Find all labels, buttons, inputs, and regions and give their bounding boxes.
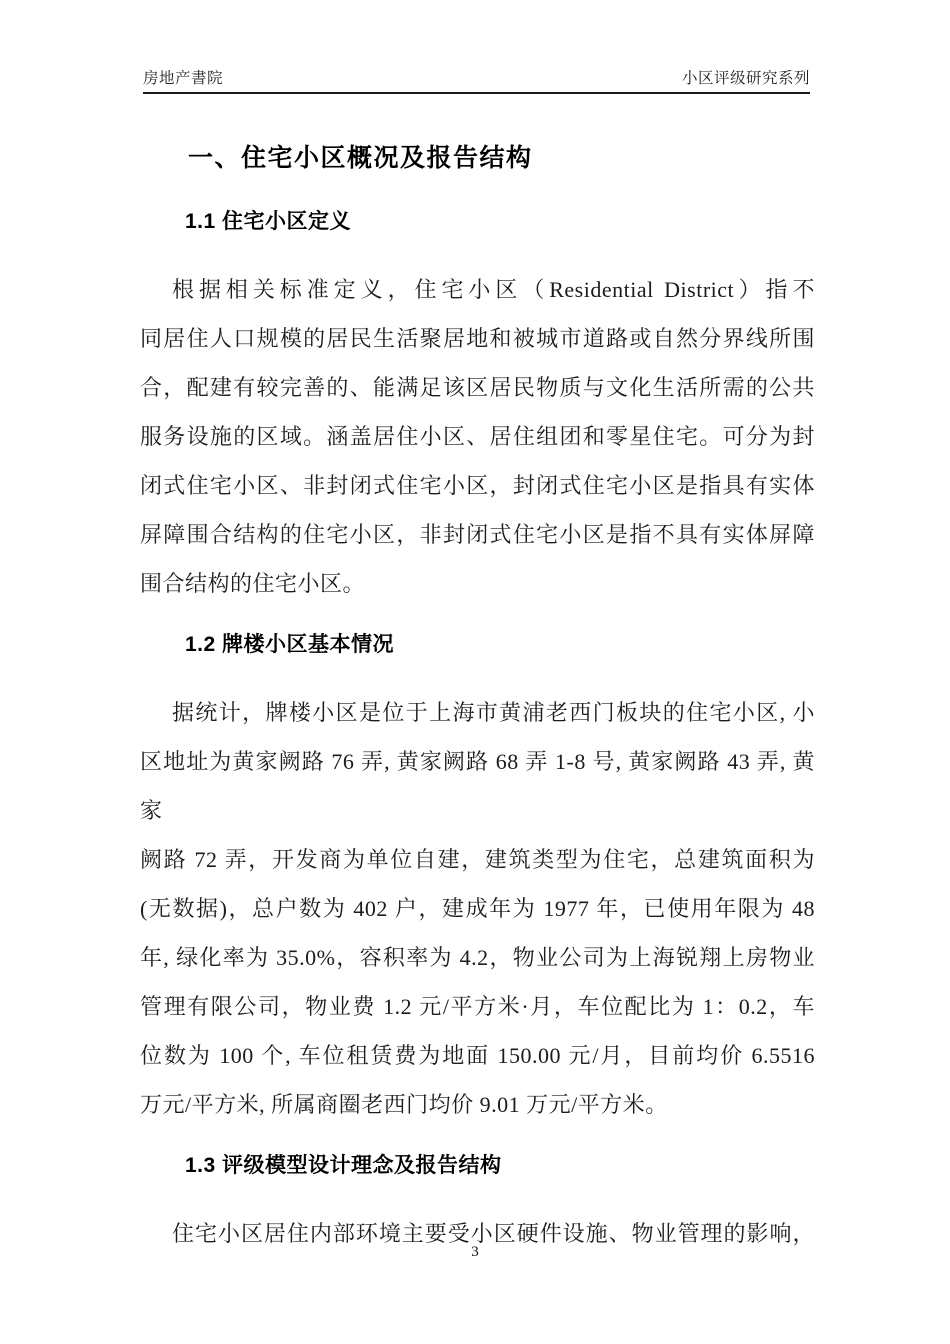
page-header [143,66,810,94]
paragraph-line: 根据相关标准定义，住宅小区（Residential District）指不 [172,277,815,302]
paragraph-line: 围合结构的住宅小区。 [140,571,366,596]
paragraph-line: 管理有限公司，物业费 1.2 元/平方米·月，车位配比为 1：0.2，车 [140,994,815,1019]
section-heading: 1.2 牌楼小区基本情况 [185,633,395,656]
document-section [140,1153,815,1258]
header-right-text: 小区评级研究系列 [681,70,810,87]
paragraph-line: 位数为 100 个, 车位租赁费为地面 150.00 元/月，目前均价 6.5516 [140,1043,815,1068]
document-section [140,632,815,1129]
paragraph [140,688,815,1129]
paragraph-line: 区地址为黄家阙路 76 弄, 黄家阙路 68 弄 1-8 号, 黄家阙路 43 弄, 黄家 [140,749,815,823]
paragraph-line: 住宅小区居住内部环境主要受小区硬件设施、物业管理的影响， [172,1221,815,1246]
paragraph-line: 据统计，牌楼小区是位于上海市黄浦老西门板块的住宅小区, 小 [172,700,815,725]
page-number: 3 [471,1244,479,1260]
paragraph-line: 闭式住宅小区、非封闭式住宅小区，封闭式住宅小区是指具有实体 [140,473,815,498]
paragraph-line: 合，配建有较完善的、能满足该区居民物质与文化生活所需的公共 [140,375,815,400]
paragraph-line: 同居住人口规模的居民生活聚居地和被城市道路或自然分界线所围 [140,326,815,351]
document-title: 一、住宅小区概况及报告结构 [188,144,533,172]
sections-container [140,209,815,1258]
paragraph-line: 服务设施的区域。涵盖居住小区、居住组团和零星住宅。可分为封 [140,424,815,449]
section-heading: 1.3 评级模型设计理念及报告结构 [185,1154,502,1177]
section-heading: 1.1 住宅小区定义 [185,210,352,233]
paragraph-line: 屏障围合结构的住宅小区，非封闭式住宅小区是指不具有实体屏障 [140,522,815,547]
document-content [140,143,815,1258]
header-left-text: 房地产書院 [143,70,224,87]
paragraph-line: 万元/平方米, 所属商圈老西门均价 9.01 万元/平方米。 [140,1092,668,1117]
paragraph-line: (无数据)，总户数为 402 户，建成年为 1977 年，已使用年限为 48 [140,896,815,921]
document-section [140,209,815,608]
paragraph-line: 年, 绿化率为 35.0%，容积率为 4.2，物业公司为上海锐翔上房物业 [140,945,815,970]
paragraph-line: 阙路 72 弄，开发商为单位自建，建筑类型为住宅，总建筑面积为 [140,847,815,872]
paragraph [140,265,815,608]
page-footer [0,1244,950,1261]
